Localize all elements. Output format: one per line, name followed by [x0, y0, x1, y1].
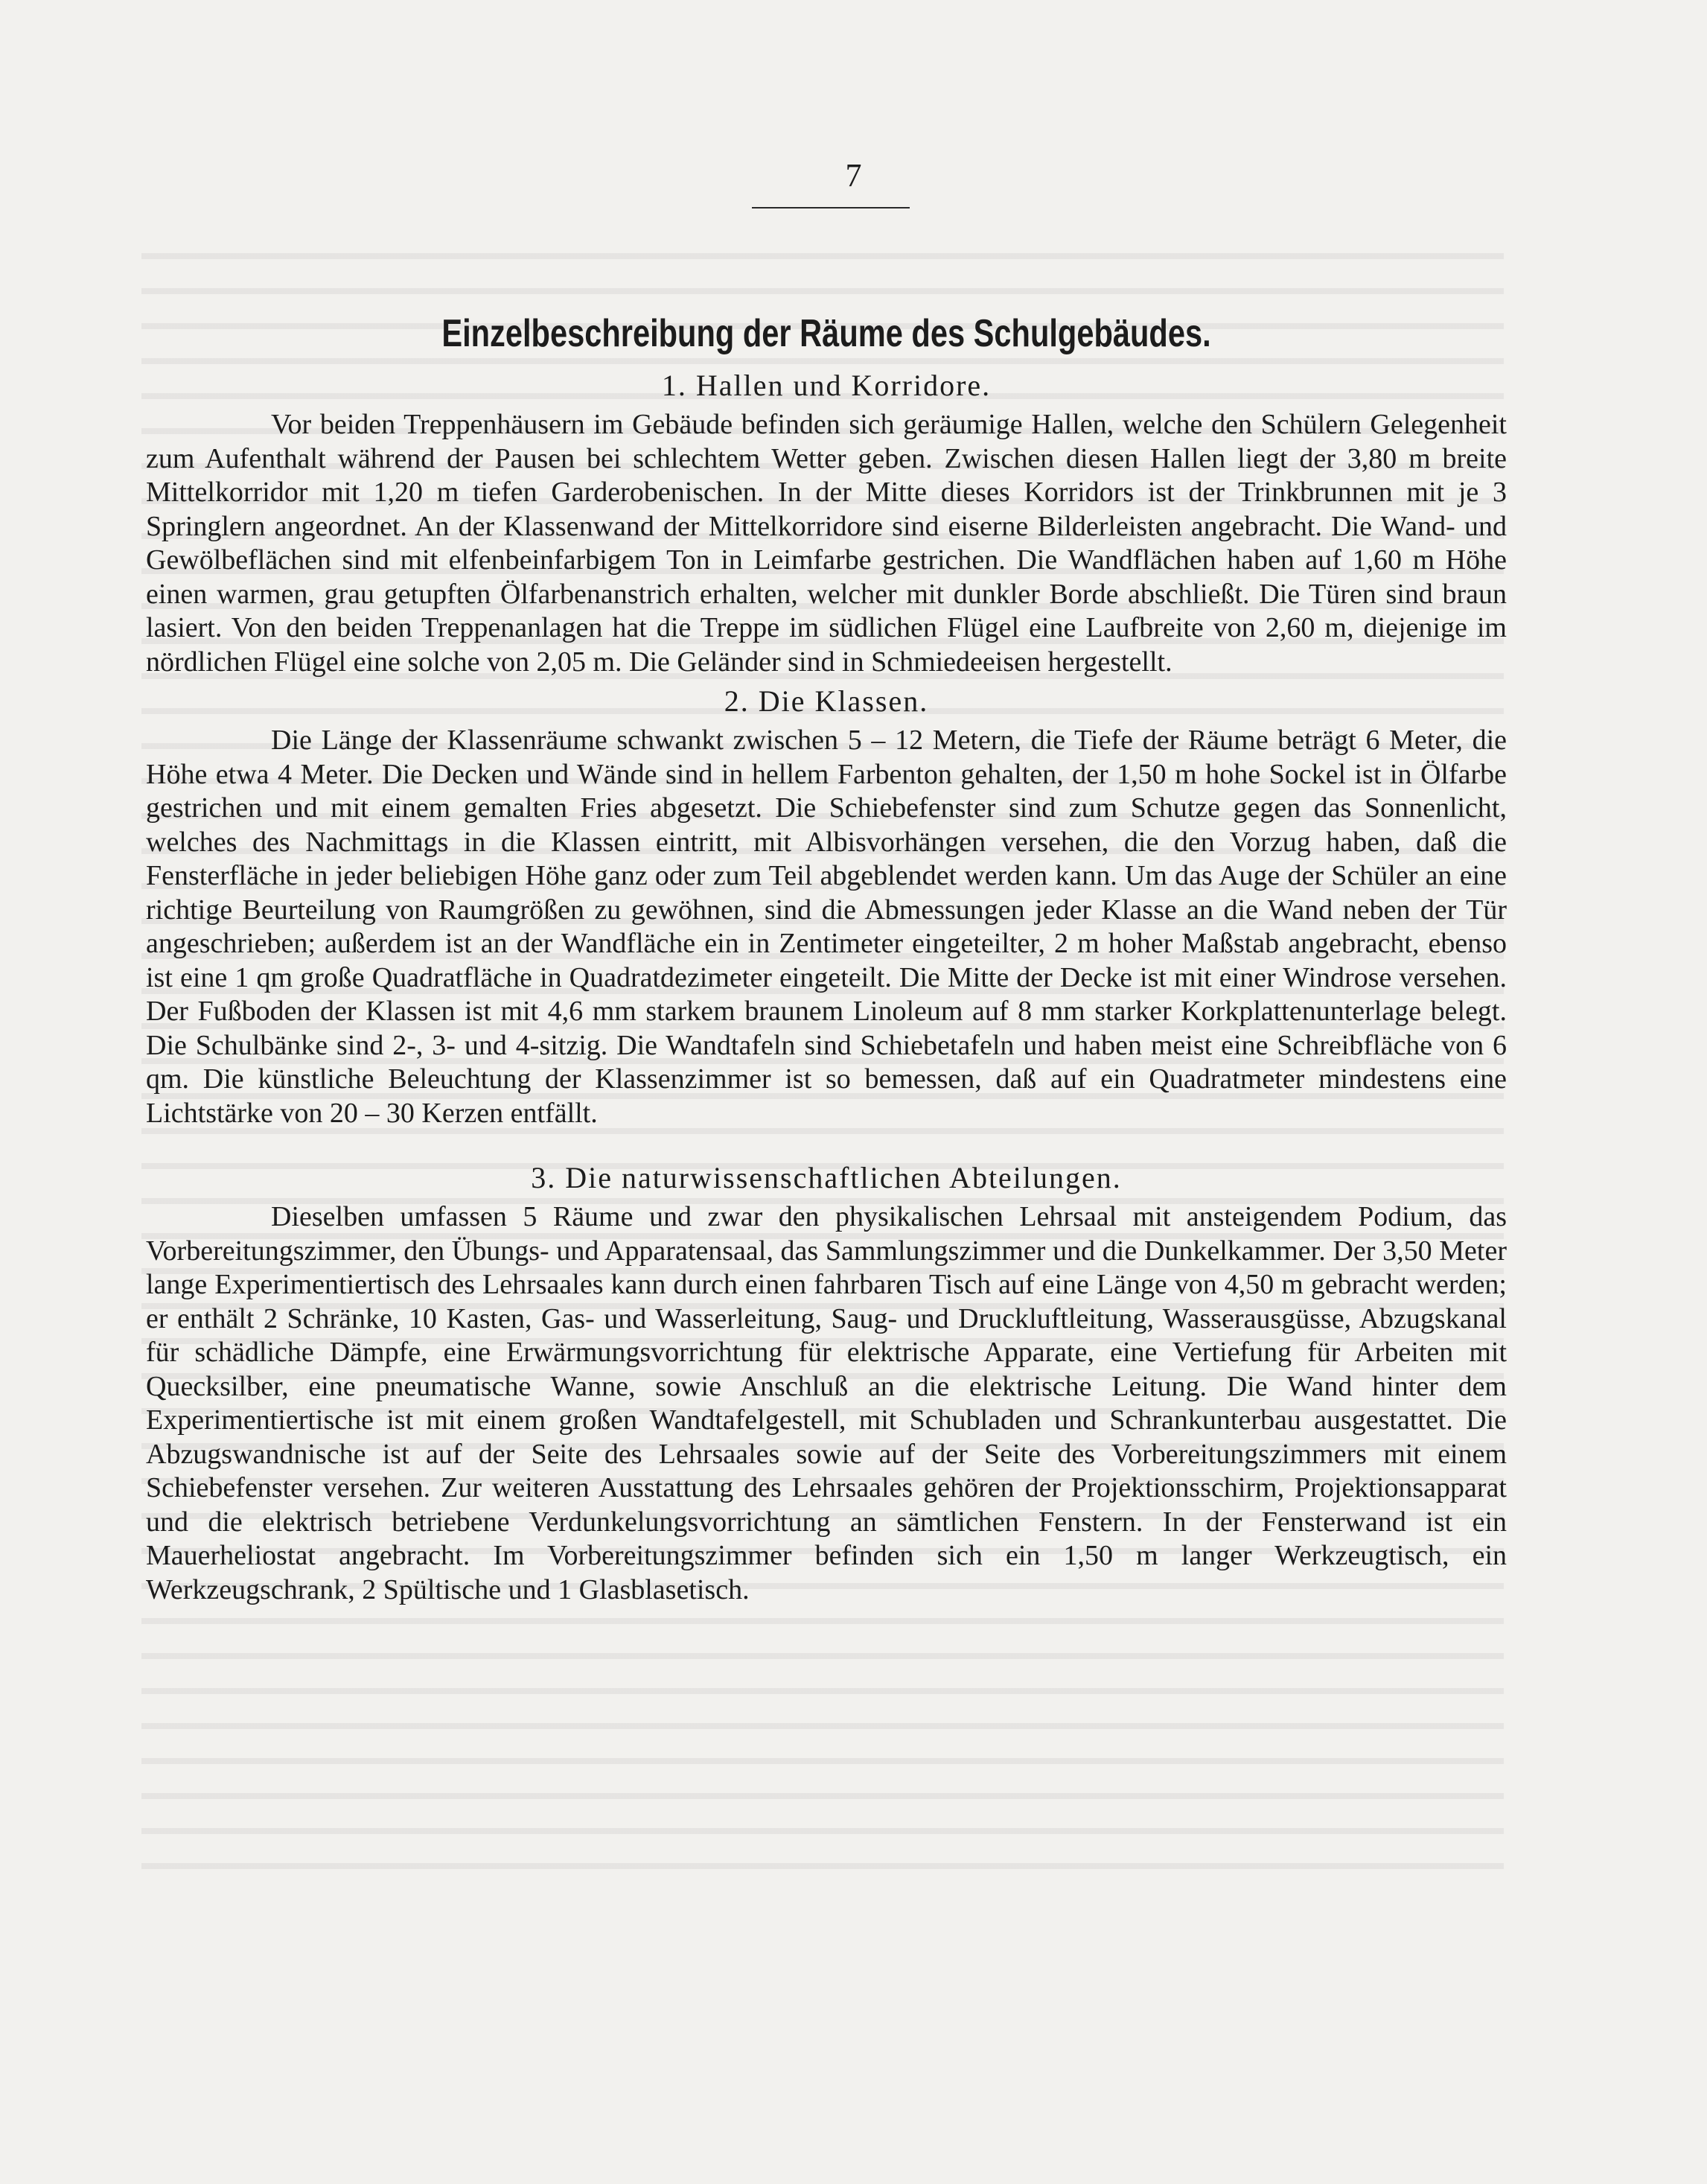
page-content: [146, 304, 1507, 1607]
section-body-naturwissenschaften: Dieselben umfassen 5 Räume und zwar den physikalischen Lehrsaal mit ansteigendem Podium, das Vorbereitungszimmer, den Übungs- und Apparatensaal, das Sammlungszimmer und die Dunkelkammer. Der 3,50 Meter lange Experimentiertisch des Lehrsaales kann durch einen fahrbaren Tisch auf eine Länge von 4,50 m gebracht werden; er enthält 2 Schränke, 10 Kasten, Gas- und Wasserleitung, Saug- und Druckluftleitung, Wasserausgüsse, Abzugskanal für schädliche Dämpfe, eine Erwärmungsvorrichtung für elektrische Apparate, eine Vertiefung für Arbeiten mit Quecksilber, eine pneumatische Wanne, sowie Anschluß an die elektrische Leitung. Die Wand hinter dem Experimentiertische ist mit einem großen Wandtafelgestell, mit Schubladen und Schrankunterbau ausgestattet. Die Abzugswandnische ist auf der Seite des Lehrsaales sowie auf der Seite des Vorbereitungszimmers mit einem Schiebefenster versehen. Zur weiteren Ausstattung des Lehrsaales gehören der Projektionsschirm, Projektionsapparat und die elektrisch betriebene Verdunkelungsvorrichtung an sämtlichen Fenstern. In der Fensterwand ist ein Mauerheliostat angebracht. Im Vorbereitungszimmer befinden sich ein 1,50 m langer Werkzeugtisch, ein Werkzeugschrank, 2 Spültische und 1 Glasblasetisch.: [146, 1201, 1507, 1605]
section-heading-naturwissenschaften: 3. Die naturwissenschaftlichen Abteilungen.: [531, 1161, 1122, 1194]
page-title: Einzelbeschreibung der Räume des Schulgebäudes.: [441, 312, 1211, 355]
section-heading-klassen: 2. Die Klassen.: [724, 684, 929, 718]
page-number-rule: [752, 207, 910, 208]
page-number: 7: [845, 157, 862, 194]
section-heading-hallen: 1. Hallen und Korridore.: [661, 369, 992, 402]
section-body-klassen: Die Länge der Klassenräume schwankt zwischen 5 – 12 Metern, die Tiefe der Räume beträgt 6 Meter, die Höhe etwa 4 Meter. Die Decken und Wände sind in hellem Farbenton gehalten, der 1,50 m hohe Sockel ist in Ölfarbe gestrichen und mit einem gemalten Fries abgesetzt. Die Schiebefenster sind zum Schutze gegen das Sonnenlicht, welches des Nachmittags in die Klassen eintritt, mit Albisvorhängen versehen, die den Vorzug haben, daß die Fensterfläche in jeder beliebigen Höhe ganz oder zum Teil abgeblendet werden kann. Um das Auge der Schüler an eine richtige Beurteilung von Raumgrößen zu gewöhnen, sind die Abmessungen jeder Klasse an die Wand neben der Tür angeschrieben; außerdem ist an der Wandfläche ein in Zentimeter eingeteilter, 2 m hoher Maßstab angebracht, ebenso ist eine 1 qm große Quadratfläche in Quadratdezimeter eingeteilt. Die Mitte der Decke ist mit einer Windrose versehen. Der Fußboden der Klassen ist mit 4,6 mm starkem braunem Linoleum auf 8 mm starker Korkplattenunterlage belegt. Die Schulbänke sind 2-, 3- und 4-sitzig. Die Wandtafeln sind Schiebetafeln und haben meist eine Schreibfläche von 6 qm. Die künstliche Beleuchtung der Klassenzimmer ist so bemessen, daß auf ein Quadratmeter mindestens eine Lichtstärke von 20 – 30 Kerzen entfällt.: [146, 725, 1507, 1129]
section-body-hallen: Vor beiden Treppenhäusern im Gebäude befinden sich geräumige Hallen, welche den Schülern Gelegenheit zum Aufenthalt während der Pausen bei schlechtem Wetter geben. Zwischen diesen Hallen liegt der 3,80 m breite Mittelkorridor mit 1,20 m tiefen Garderobenischen. In der Mitte dieses Korridors ist der Trinkbrunnen mit je 3 Springlern angeordnet. An der Klassenwand der Mittelkorridore sind eiserne Bilderleisten angebracht. Die Wand- und Gewölbeflächen sind mit elfenbeinfarbigem Ton in Leimfarbe gestrichen. Die Wandflächen haben auf 1,60 m Höhe einen warmen, grau getupften Ölfarbenanstrich erhalten, welcher mit dunkler Borde abschließt. Die Türen sind braun lasiert. Von den beiden Treppenanlagen hat die Treppe im südlichen Flügel eine Laufbreite von 2,60 m, diejenige im nördlichen Flügel eine solche von 2,05 m. Die Geländer sind in Schmiedeeisen hergestellt.: [146, 409, 1507, 678]
